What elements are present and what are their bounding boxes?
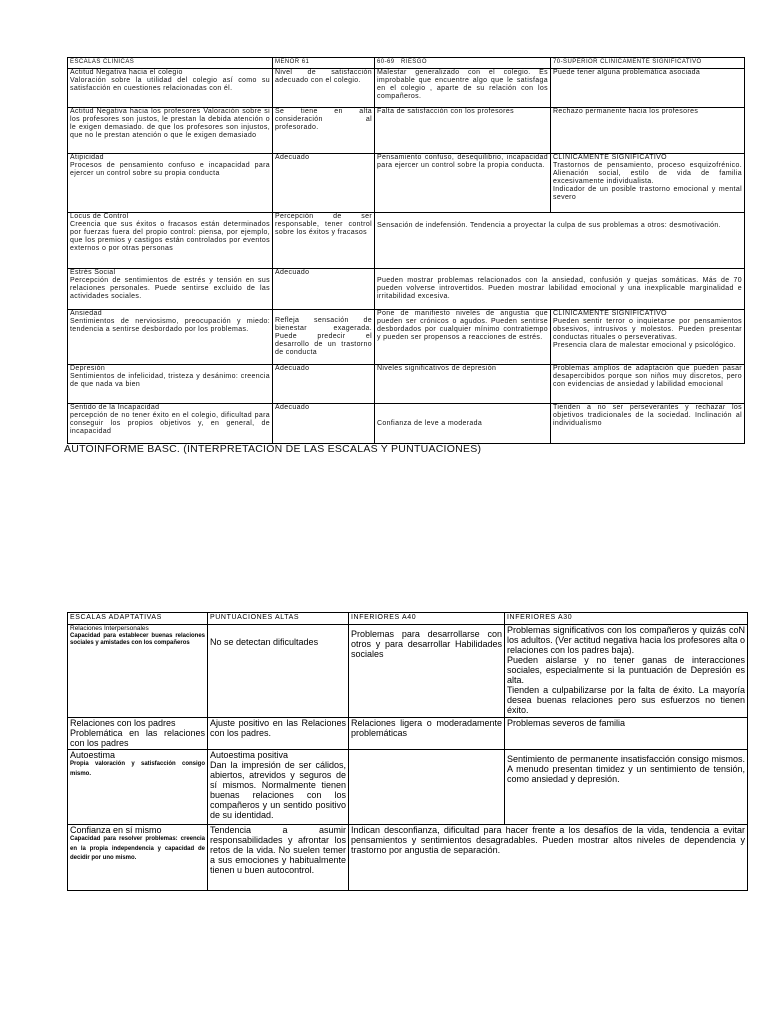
table-row [68, 625, 748, 718]
header-menor-61: MENOR 61 [273, 58, 375, 69]
scale-description: Problemática en las relaciones con los padres [70, 728, 205, 748]
scale-cell [68, 625, 208, 718]
menor-61-cell: Adecuado [273, 365, 375, 404]
paragraph: Pueden aislarse y no tener ganas de interacciones sociales, especialmente si la puntuación de Depresión es alta. [507, 655, 745, 685]
high-score-label: Autoestima positiva [210, 750, 289, 760]
riesgo-cell: Falta de satisfacción con los profesores [375, 108, 551, 154]
scale-description: Sentimientos de nerviosismo, preocupación y miedo: tendencia a sentirse desbordado por los problemas. [70, 318, 270, 333]
puntuaciones-altas-cell: Ajuste positivo en las Relaciones con los padres. [208, 718, 349, 750]
riesgo-significativo-cell: Pueden mostrar problemas relacionados con la ansiedad, confusión y quejas somáticas. Más de 70 pueden volverse introvertidos. Pueden mostrar labilidad emocional y una inexplicable marginalidad e irritabilidad excesiva. [375, 269, 745, 310]
significance-text: Pueden sentir terror o inquietarse por pensamientos obsesivos, intrusivos y molestos. Pueden presentar conductas rituales o perseverativas. [553, 318, 742, 341]
scale-cell [68, 750, 208, 825]
scale-name: Actitud Negativa hacia los profesores [70, 108, 201, 115]
table-row [68, 404, 745, 444]
scale-cell [68, 310, 273, 365]
paragraph: Problemas significativos con los compañeros y quizás coN los adultos. (Ver actitud negativa hacia los profesores alta o relaciones con los padres baja). [507, 625, 745, 655]
scale-description: Capacidad para establecer buenas relaciones sociales y amistades con los compañeros [70, 633, 205, 646]
header-escalas-adaptativas: ESCALAS ADAPTATIVAS [68, 613, 208, 625]
significance-note: Indicador de un posible trastorno emocional y mental severo [553, 186, 742, 201]
riesgo-cell: Niveles significativos de depresión [375, 365, 551, 404]
scale-cell [68, 69, 273, 108]
table-row [68, 825, 748, 891]
table-row [68, 750, 748, 825]
significativo-cell: Rechazo permanente hacia los profesores [551, 108, 745, 154]
riesgo-cell: Malestar generalizado con el colegio. Es improbable que encuentre algo que le satisfaga en el colegio , aparte de su relación con los compañeros. [375, 69, 551, 108]
scale-name: Autoestima [70, 750, 116, 760]
puntuaciones-altas-cell: No se detectan dificultades [208, 625, 349, 718]
scale-cell [68, 154, 273, 213]
inferiores-40-30-cell: Indican desconfianza, dificultad para hacer frente a los desafíos de la vida, tendencia a evitar pensamientos y sentimientos desagradables. Pueden mostrar altos niveles de dependencia y trastorno por angustia de separación. [349, 825, 748, 891]
scale-description: Valoración sobre si los profesores son justos, le prestan la debida atención o le exigen demasiado. de que los profesores son injustos, que no le prestan atención o que le exigen demasiado [70, 108, 271, 139]
scale-cell [68, 108, 273, 154]
scale-name: Estrés Social [70, 269, 116, 276]
menor-61-cell: Se tiene en alta consideración al profesorado. [273, 108, 375, 154]
significativo-cell: Puede tener alguna problemática asociada [551, 69, 745, 108]
inferiores-40-cell: Relaciones ligera o moderadamente problemáticas [349, 718, 505, 750]
scale-name: Locus de Control [70, 213, 129, 220]
scale-cell [68, 404, 273, 444]
clinical-scales-table [67, 57, 745, 444]
puntuaciones-altas-cell: Tendencia a asumir responsabilidades y afrontar los retos de la vida. No suelen temer a sus emociones y habitualmente tienen u buen autocontrol. [208, 825, 349, 891]
scale-cell [68, 269, 273, 310]
scale-description: Procesos de pensamiento confuso e incapacidad para ejercer un control sobre su propia conducta [70, 162, 270, 177]
table-header-row [68, 58, 745, 69]
scale-name: Depresión [70, 365, 106, 372]
inferiores-40-cell: Problemas para desarrollarse con otros y para desarrollar Habilidades sociales [349, 625, 505, 718]
significance-label: CLINICAMENTE SIGNIFICATIVO [553, 154, 667, 161]
scale-cell [68, 213, 273, 269]
header-escalas-clinicas: ESCALAS CLINICAS [68, 58, 273, 69]
scale-description: Propia valoración y satisfacción consigo mismo. [70, 761, 205, 777]
inferiores-40-cell [349, 750, 505, 825]
document-caption: AUTOINFORME BASC. (INTERPRETACIÓN DE LAS ESCALAS Y PUNTUACIONES) [64, 443, 482, 455]
header-clinicamente-significativo: 70-SUPERIOR CLINICAMENTE SIGNIFICATIVO [551, 58, 745, 69]
menor-61-cell: Adecuado [273, 269, 375, 310]
menor-61-cell: Percepción de ser responsable, tener control sobre los éxitos y fracasos [273, 213, 375, 269]
header-inferiores-30: INFERIORES A30 [505, 613, 748, 625]
scale-name: Relaciones Interpersonales [70, 625, 149, 632]
scale-name: Sentido de la Incapacidad [70, 404, 160, 411]
table-header-row [68, 613, 748, 625]
menor-61-cell: Refleja sensación de bienestar exagerada. Puede predecir el desarrollo de un trastorno de conducta [273, 310, 375, 365]
menor-61-cell: Nivel de satisfacción adecuado con el colegio. [273, 69, 375, 108]
menor-61-cell: Adecuado [273, 404, 375, 444]
menor-61-cell: Adecuado [273, 154, 375, 213]
header-riesgo: 60-69 RIESGO [375, 58, 551, 69]
significance-text: Trastornos de pensamiento, proceso esquizofrénico. Alienación social, estilo de vida de familia excesivamente individualista. [553, 162, 742, 185]
inferiores-30-cell [505, 625, 748, 718]
high-score-text: Dan la impresión de ser cálidos, abiertos, atrevidos y seguros de sí mismos. Normalmente tienen buenas relaciones con los compañeros y un sentido positivo de su identidad. [210, 760, 346, 820]
scale-description: Creencia que sus éxitos o fracasos están determinados por fuerzas fuera del propio control: piensa, por ejemplo, que los premios y castigos están controlados por eventos externos o por otras personas [70, 221, 270, 252]
table-row [68, 154, 745, 213]
riesgo-cell: Pone de manifiesto niveles de angustia que pueden ser crónicos o agudos. Pueden sentirse desbordados por cualquier mínimo contratiempo y pueden ser propensos a reacciones de estrés. [375, 310, 551, 365]
scale-description: Sentimientos de infelicidad, tristeza y desánimo: creencia de que nada va bien [70, 373, 270, 388]
riesgo-cell: Pensamiento confuso, desequilibrio, incapacidad para ejercer un control sobre la propia conducta. [375, 154, 551, 213]
scale-name: Confianza en sí mismo [70, 825, 162, 835]
significance-label: CLINICAMENTE SIGNIFICATIVO [553, 310, 667, 317]
scale-cell [68, 718, 208, 750]
header-inferiores-40: INFERIORES A40 [349, 613, 505, 625]
puntuaciones-altas-cell [208, 750, 349, 825]
header-puntuaciones-altas: PUNTUACIONES ALTAS [208, 613, 349, 625]
scale-description: percepción de no tener éxito en el colegio, dificultad para conseguir los propios objetivos y, en general, de incapacidad [70, 412, 270, 435]
scale-description: Valoración sobre la utilidad del colegio así como su satisfacción en cuestiones relacionadas con él. [70, 77, 270, 92]
scale-name: Atipicidad [70, 154, 104, 161]
clinical-section [64, 57, 745, 455]
paragraph: Tienden a culpabilizarse por la falta de éxito. La mayoría desea buenas relaciones pero sus esfuerzos no tienen éxito. [507, 685, 745, 715]
riesgo-cell: Confianza de leve a moderada [375, 404, 551, 444]
riesgo-significativo-cell: Sensación de indefensión. Tendencia a proyectar la culpa de sus problemas a otros: desmotivación. [375, 213, 745, 269]
adaptive-scales-table [67, 612, 748, 891]
significativo-cell: Problemas amplios de adaptación que pueden pasar desapercibidos porque son niños muy discretos, pero con evidencias de ansiedad y labilidad emocional [551, 365, 745, 404]
table-row [68, 269, 745, 310]
inferiores-30-cell: Problemas severos de familia [505, 718, 748, 750]
table-row [68, 108, 745, 154]
significativo-cell [551, 154, 745, 213]
scale-description: Capacidad para resolver problemas: creencia en la propia independencia y capacidad de decidir por uno mismo. [70, 836, 205, 861]
table-row [68, 365, 745, 404]
scale-name: Relaciones con los padres [70, 718, 176, 728]
scale-name: Actitud Negativa hacia el colegio [70, 69, 183, 76]
significativo-cell: Tienden a no ser perseverantes y rechazar los objetivos tradicionales de la sociedad. Inclinación al individualismo [551, 404, 745, 444]
scale-name: Ansiedad [70, 310, 102, 317]
inferiores-30-cell: Sentimiento de permanente insatisfacción consigo mismos. A menudo presentan timidez y un sentimiento de tensión, como ansiedad y depresión. [505, 750, 748, 825]
table-row [68, 213, 745, 269]
scale-cell [68, 365, 273, 404]
significativo-cell [551, 310, 745, 365]
table-row [68, 69, 745, 108]
significance-note: Presencia clara de malestar emocional y psicológico. [553, 342, 736, 349]
scale-description: Percepción de sentimientos de estrés y tensión en sus relaciones personales. Puede sentirse excluido de las actividades sociales. [70, 277, 270, 300]
table-row [68, 718, 748, 750]
table-row [68, 310, 745, 365]
scale-cell [68, 825, 208, 891]
